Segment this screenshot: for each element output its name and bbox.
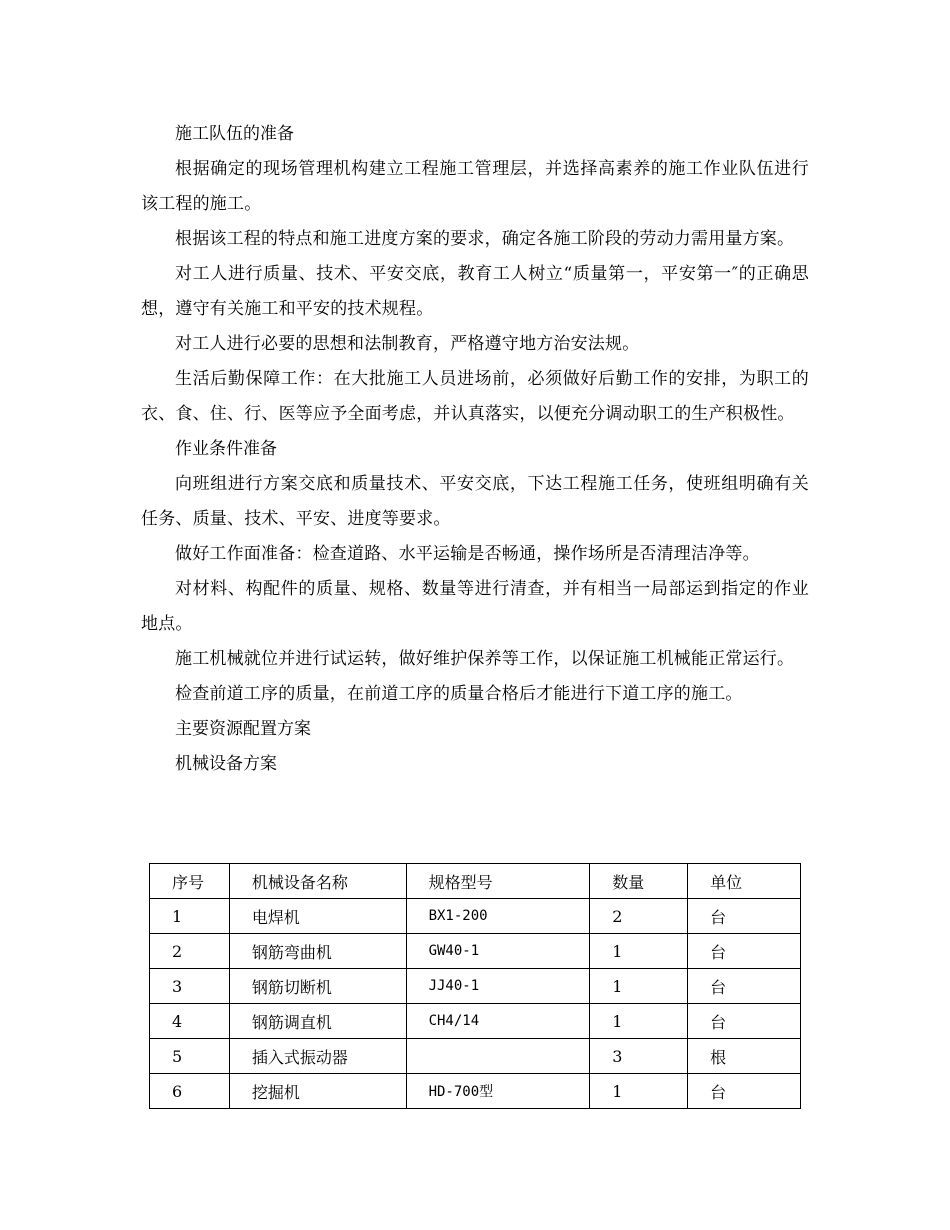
header-name: 机械设备名称 (229, 864, 406, 899)
cell-model: GW40-1 (406, 934, 590, 969)
cell-quantity: 1 (590, 1004, 688, 1039)
header-index: 序号 (150, 864, 230, 899)
conditions-heading: 作业条件准备 (175, 439, 277, 459)
team-heading: 施工队伍的准备 (175, 124, 294, 144)
team-paragraph-4: 对工人进行必要的思想和法制教育，严格遵守地方治安法规。 (175, 334, 640, 354)
conditions-paragraph-5: 检查前道工序的质量，在前道工序的质量合格后才能进行下道工序的施工。 (175, 684, 743, 704)
cell-unit: 台 (688, 1004, 801, 1039)
cell-index: 4 (150, 1004, 230, 1039)
cell-model: HD-700型 (406, 1074, 590, 1109)
document-body (141, 117, 809, 782)
cell-name: 电焊机 (229, 899, 406, 934)
cell-name: 插入式振动器 (229, 1039, 406, 1074)
team-paragraph-3: 对工人进行质量、技术、平安交底，教育工人树立“质量第一，平安第一″的正确思想，遵守有关施工和平安的技术规程。 (141, 264, 809, 319)
table-row (150, 1039, 801, 1074)
cell-unit: 台 (688, 934, 801, 969)
table-row (150, 934, 801, 969)
cell-model: BX1-200 (406, 899, 590, 934)
team-paragraph-1: 根据确定的现场管理机构建立工程施工管理层，并选择高素养的施工作业队伍进行该工程的施工。 (141, 159, 809, 214)
cell-name: 钢筋弯曲机 (229, 934, 406, 969)
table-row (150, 1074, 801, 1109)
cell-unit: 根 (688, 1039, 801, 1074)
cell-model: JJ40-1 (406, 969, 590, 1004)
cell-unit: 台 (688, 899, 801, 934)
cell-unit: 台 (688, 969, 801, 1004)
header-unit: 单位 (688, 864, 801, 899)
cell-quantity: 3 (590, 1039, 688, 1074)
conditions-paragraph-4: 施工机械就位并进行试运转，做好维护保养等工作，以保证施工机械能正常运行。 (175, 649, 795, 669)
machine-heading: 机械设备方案 (175, 754, 277, 774)
table-row (150, 899, 801, 934)
cell-name: 钢筋切断机 (229, 969, 406, 1004)
conditions-paragraph-1: 向班组进行方案交底和质量技术、平安交底，下达工程施工任务，使班组明确有关任务、质量、技术、平安、进度等要求。 (141, 474, 809, 529)
cell-index: 6 (150, 1074, 230, 1109)
conditions-paragraph-2: 做好工作面准备：检查道路、水平运输是否畅通，操作场所是否清理洁净等。 (175, 544, 760, 564)
header-quantity: 数量 (590, 864, 688, 899)
cell-index: 1 (150, 899, 230, 934)
table-row (150, 969, 801, 1004)
cell-name: 钢筋调直机 (229, 1004, 406, 1039)
equipment-table (149, 863, 801, 1109)
cell-quantity: 1 (590, 934, 688, 969)
team-paragraph-2: 根据该工程的特点和施工进度方案的要求，确定各施工阶段的劳动力需用量方案。 (175, 229, 795, 249)
conditions-paragraph-3: 对材料、构配件的质量、规格、数量等进行清查，并有相当一局部运到指定的作业地点。 (141, 579, 809, 634)
header-model: 规格型号 (406, 864, 590, 899)
cell-model: CH4/14 (406, 1004, 590, 1039)
cell-quantity: 1 (590, 969, 688, 1004)
cell-model (406, 1039, 590, 1074)
table-header-row (150, 864, 801, 899)
resource-heading: 主要资源配置方案 (175, 719, 311, 739)
cell-name: 挖掘机 (229, 1074, 406, 1109)
cell-index: 5 (150, 1039, 230, 1074)
cell-index: 2 (150, 934, 230, 969)
cell-quantity: 2 (590, 899, 688, 934)
team-paragraph-5: 生活后勤保障工作：在大批施工人员进场前，必须做好后勤工作的安排，为职工的衣、食、住、行、医等应予全面考虑，并认真落实，以便充分调动职工的生产积极性。 (141, 369, 809, 424)
cell-unit: 台 (688, 1074, 801, 1109)
table-row (150, 1004, 801, 1039)
cell-index: 3 (150, 969, 230, 1004)
cell-quantity: 1 (590, 1074, 688, 1109)
